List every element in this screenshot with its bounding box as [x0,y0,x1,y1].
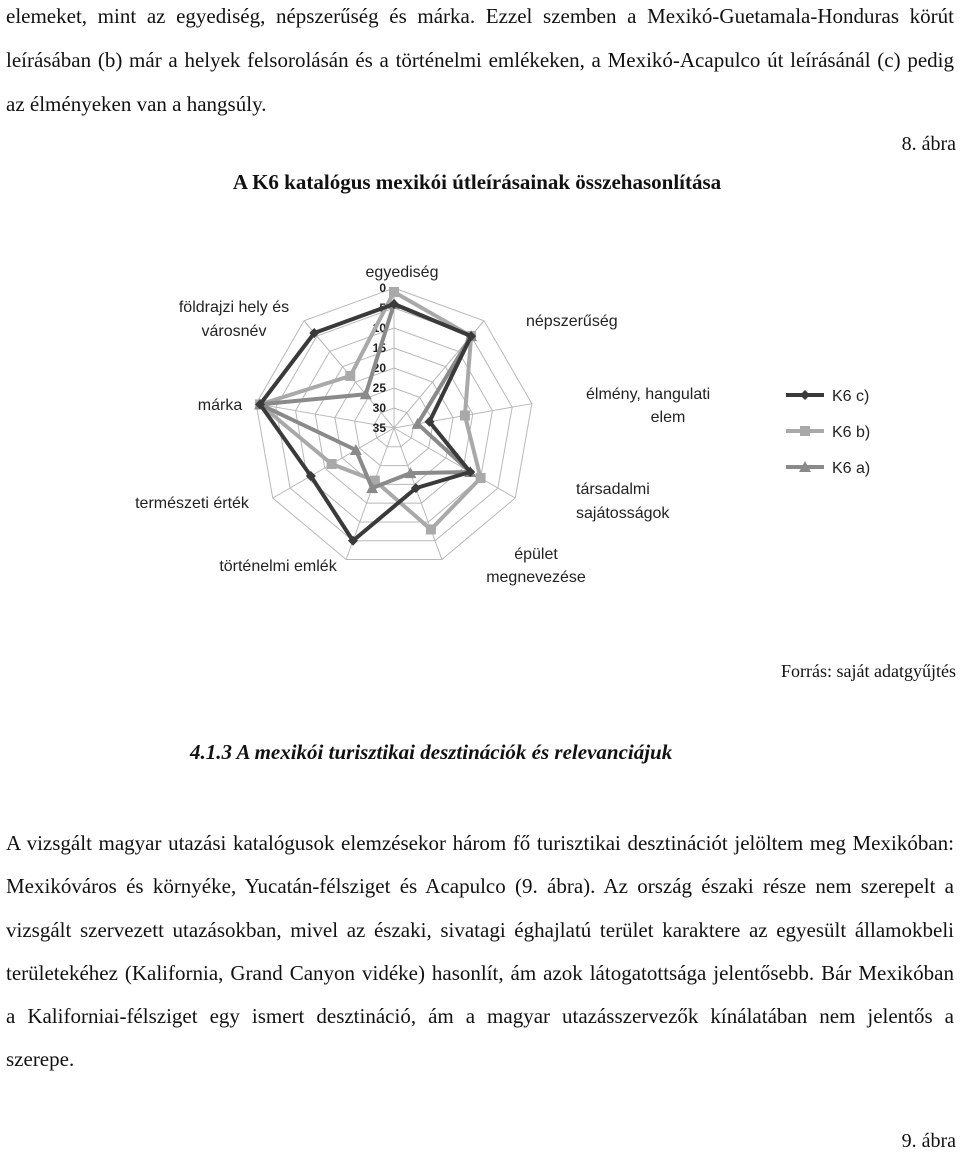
category-label: népszerűség [526,313,618,330]
legend-label: K6 a) [832,460,871,477]
category-label: márka [197,397,243,414]
data-point [426,524,436,534]
tick-label: 5 [379,301,386,315]
category-label: elem [650,409,686,426]
intro-paragraph: elemeket, mint az egyediség, népszerűség és márka. Ezzel szemben a Mexikó-Guetamala-Honduras körút leírásában (b) már a helyek felsorolásán és a történelmi emlékeken, a Mexikó-Acapulco út leírásánál (c) pedig az élményeken van a hangsúly. [6,4,954,116]
tick-label: 30 [372,401,386,415]
category-label: városnév [201,323,267,340]
figure-8-title: A K6 katalógus mexikói útleírásainak összehasonlítása [232,170,722,194]
figure-8-number: 8. ábra [901,133,956,155]
tick-label: 35 [372,421,386,435]
category-label: sajátosságok [576,505,670,522]
legend-label: K6 c) [832,388,870,405]
data-point [389,287,399,297]
section-heading: 4.1.3 A mexikói turisztikai desztinációk és relevanciájuk [190,740,673,764]
legend-marker [800,426,810,436]
data-point [345,371,355,381]
tick-label: 0 [379,281,386,295]
body-paragraph: A vizsgált magyar utazási katalógusok elemzésekor három fő turisztikai desztinációt jelöltem meg Mexikóban: Mexikóváros és környéke, Yucatán-félsziget és Acapulco (9. ábra). Az ország északi része nem szerepelt a vizsgált szervezett utazásokban, mivel az északi, sivatagi éghajlatú terület karaktere az egyesült államokbeli területekéhez (Kalifornia, Grand Canyon vidéke) hasonlít, ám azok látogatottsága jelentősebb. Bár Mexikóban a Kaliforniai-félsziget egy ismert desztináció, ám a magyar utazásszervezők kínálatában nem jelentős a szerepe. [6,831,954,1072]
data-point [327,459,337,469]
tick-label: 15 [372,341,386,355]
data-point [476,473,486,483]
figure-9-number: 9. ábra [901,1130,956,1152]
category-label: földrajzi hely és [178,299,290,316]
radar-chart [116,258,896,588]
category-label: egyediség [365,264,439,281]
tick-label: 10 [372,321,386,335]
category-label: történelmi emlék [219,558,337,575]
tick-label: 20 [372,361,386,375]
tick-label: 25 [372,381,386,395]
category-label: társadalmi [576,481,650,498]
figure-8-source: Forrás: saját adatgyűjtés [781,661,956,681]
legend-label: K6 b) [832,424,871,441]
data-point [460,410,470,420]
category-label: épület [514,546,558,563]
category-label: természeti érték [135,495,249,512]
category-label: megnevezése [486,569,586,586]
category-label: élmény, hangulati [586,386,711,403]
